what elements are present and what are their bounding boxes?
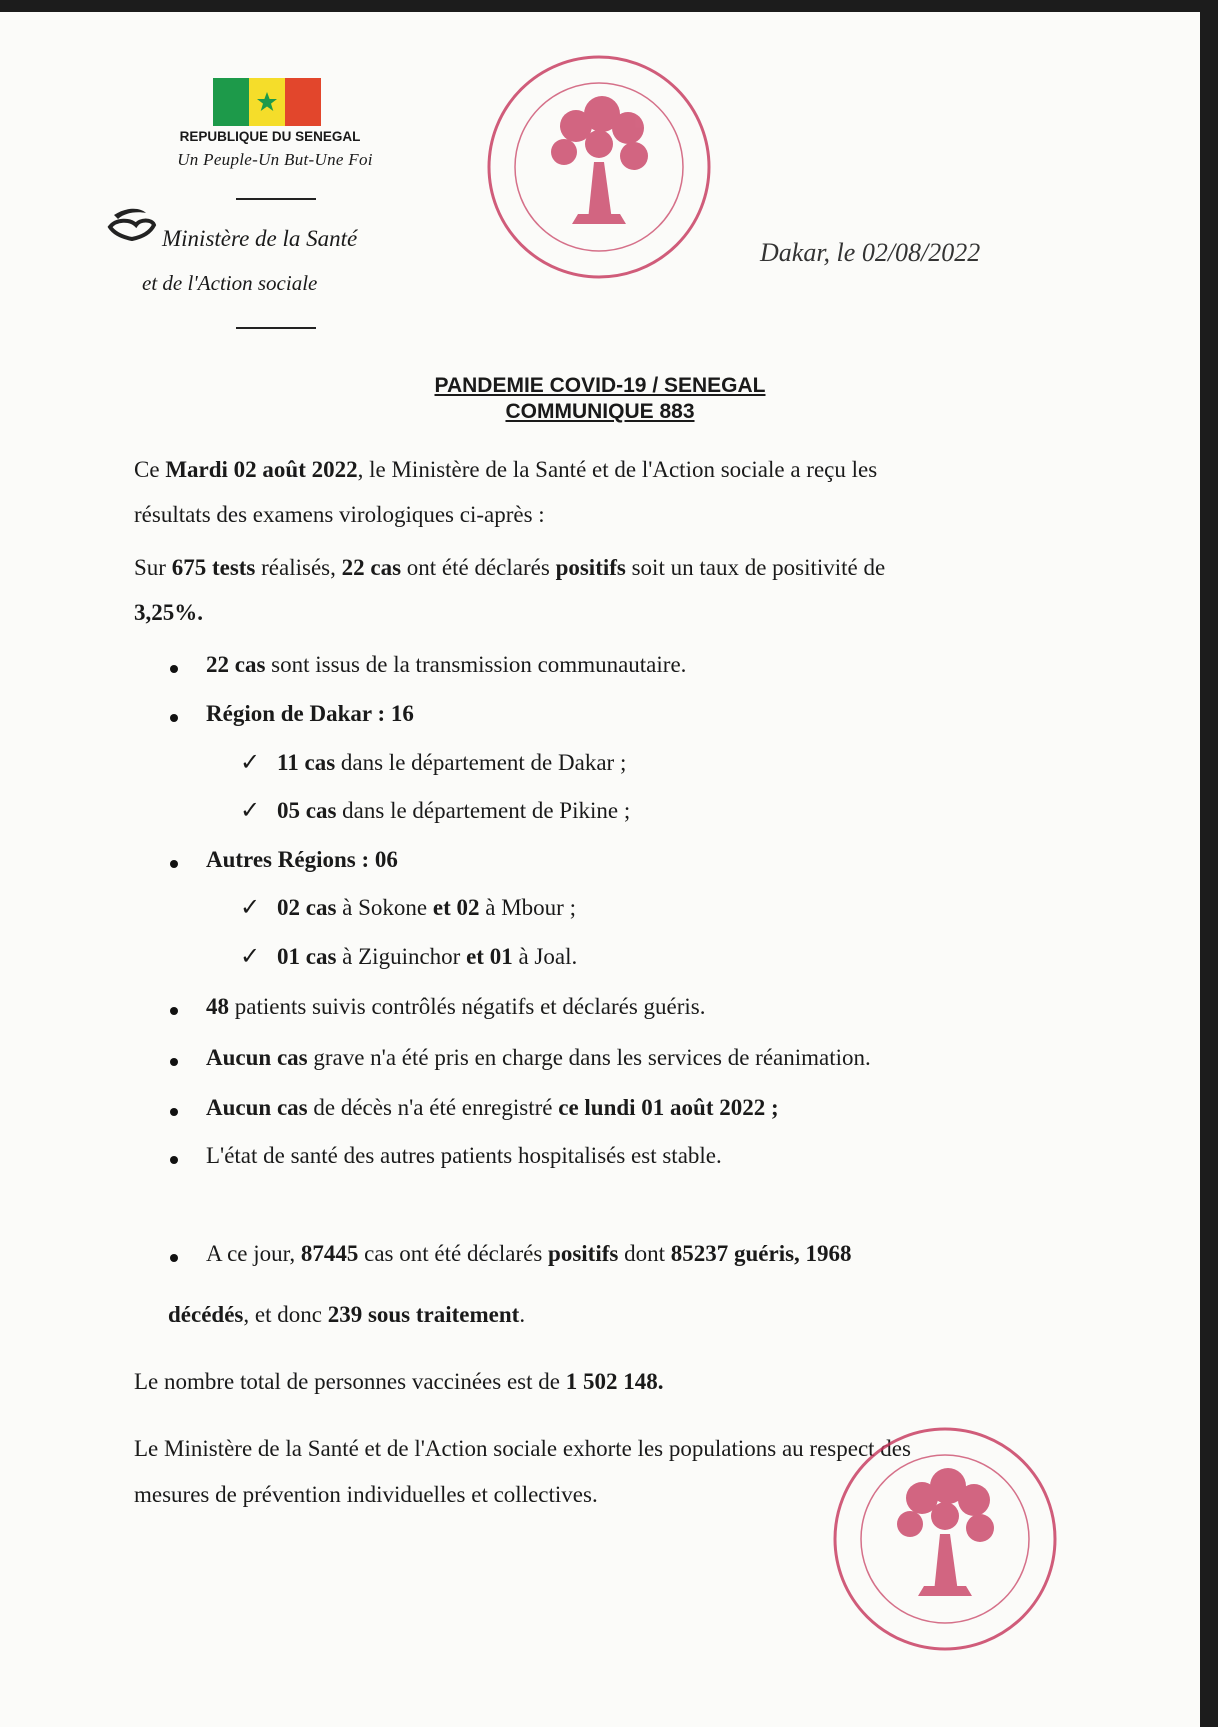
national-motto: Un Peuple-Un But-Une Foi (177, 150, 373, 169)
exhortation-line1: Le Ministère de la Santé et de l'Action sociale exhorte les populations au respect des (134, 1436, 911, 1461)
intro-line1: Ce Mardi 02 août 2022, le Ministère de la Santé et de l'Action sociale a reçu les (134, 457, 878, 482)
bullet-icon (170, 1007, 178, 1015)
bullet-icon (170, 714, 178, 722)
sub-list-item: ✓ 02 cas à Sokone et 02 à Mbour ; (240, 893, 576, 921)
star-icon (256, 91, 278, 113)
official-stamp-bottom (830, 1424, 1060, 1654)
bullet-icon (170, 1254, 178, 1262)
list-item: A ce jour, 87445 cas ont été déclarés positifs dont 85237 guéris, 1968 (0, 1241, 1200, 1271)
document-page (0, 12, 1200, 1727)
checkmark-icon: ✓ (240, 796, 261, 824)
list-item: L'état de santé des autres patients hospitalisés est stable. (0, 1143, 1200, 1173)
intro-line2: résultats des examens virologiques ci-après : (134, 502, 545, 527)
bullet-icon (170, 1108, 178, 1116)
bullet-icon (170, 1156, 178, 1164)
tests-line1: Sur 675 tests réalisés, 22 cas ont été déclarés positifs soit un taux de positivité de (134, 555, 886, 580)
sub-list-item: ✓ 01 cas à Ziguinchor et 01 à Joal. (240, 942, 578, 970)
official-stamp-top (484, 52, 714, 282)
title-line1: PANDEMIE COVID-19 / SENEGAL (434, 374, 766, 397)
ministry-name-line1: Ministère de la Santé (162, 226, 358, 251)
divider (236, 198, 316, 200)
checkmark-icon: ✓ (240, 893, 261, 921)
checkmark-icon: ✓ (240, 748, 261, 776)
list-item: Région de Dakar : 16 (0, 701, 1200, 731)
title-line2: COMMUNIQUE 883 (505, 400, 695, 423)
bullet-icon (170, 860, 178, 868)
ministry-name-line2: et de l'Action sociale (142, 271, 318, 295)
list-item: 22 cas sont issus de la transmission communautaire. (0, 652, 1200, 682)
list-item: 48 patients suivis contrôlés négatifs et déclarés guéris. (0, 994, 1200, 1024)
bullet-icon (170, 665, 178, 673)
divider (236, 327, 316, 329)
totals-continued: décédés, et donc 239 sous traitement. (168, 1302, 526, 1327)
vaccination-total: Le nombre total de personnes vaccinées est de 1 502 148. (134, 1369, 664, 1394)
list-item: Aucun cas grave n'a été pris en charge dans les services de réanimation. (0, 1045, 1200, 1075)
positivity-rate: 3,25%. (134, 600, 203, 625)
ministry-logo-icon (106, 205, 158, 245)
sub-list-item: ✓ 11 cas dans le département de Dakar ; (240, 748, 627, 776)
country-name: REPUBLIQUE DU SENEGAL (179, 129, 361, 144)
bullet-icon (170, 1058, 178, 1066)
list-item: Autres Régions : 06 (0, 847, 1200, 877)
document-date: Dakar, le 02/08/2022 (760, 238, 981, 267)
sub-list-item: ✓ 05 cas dans le département de Pikine ; (240, 796, 631, 824)
list-item: Aucun cas de décès n'a été enregistré ce lundi 01 août 2022 ; (0, 1095, 1200, 1125)
exhortation-line2: mesures de prévention individuelles et collectives. (134, 1482, 598, 1507)
checkmark-icon: ✓ (240, 942, 261, 970)
communique-title (300, 373, 900, 425)
senegal-flag (213, 78, 321, 126)
